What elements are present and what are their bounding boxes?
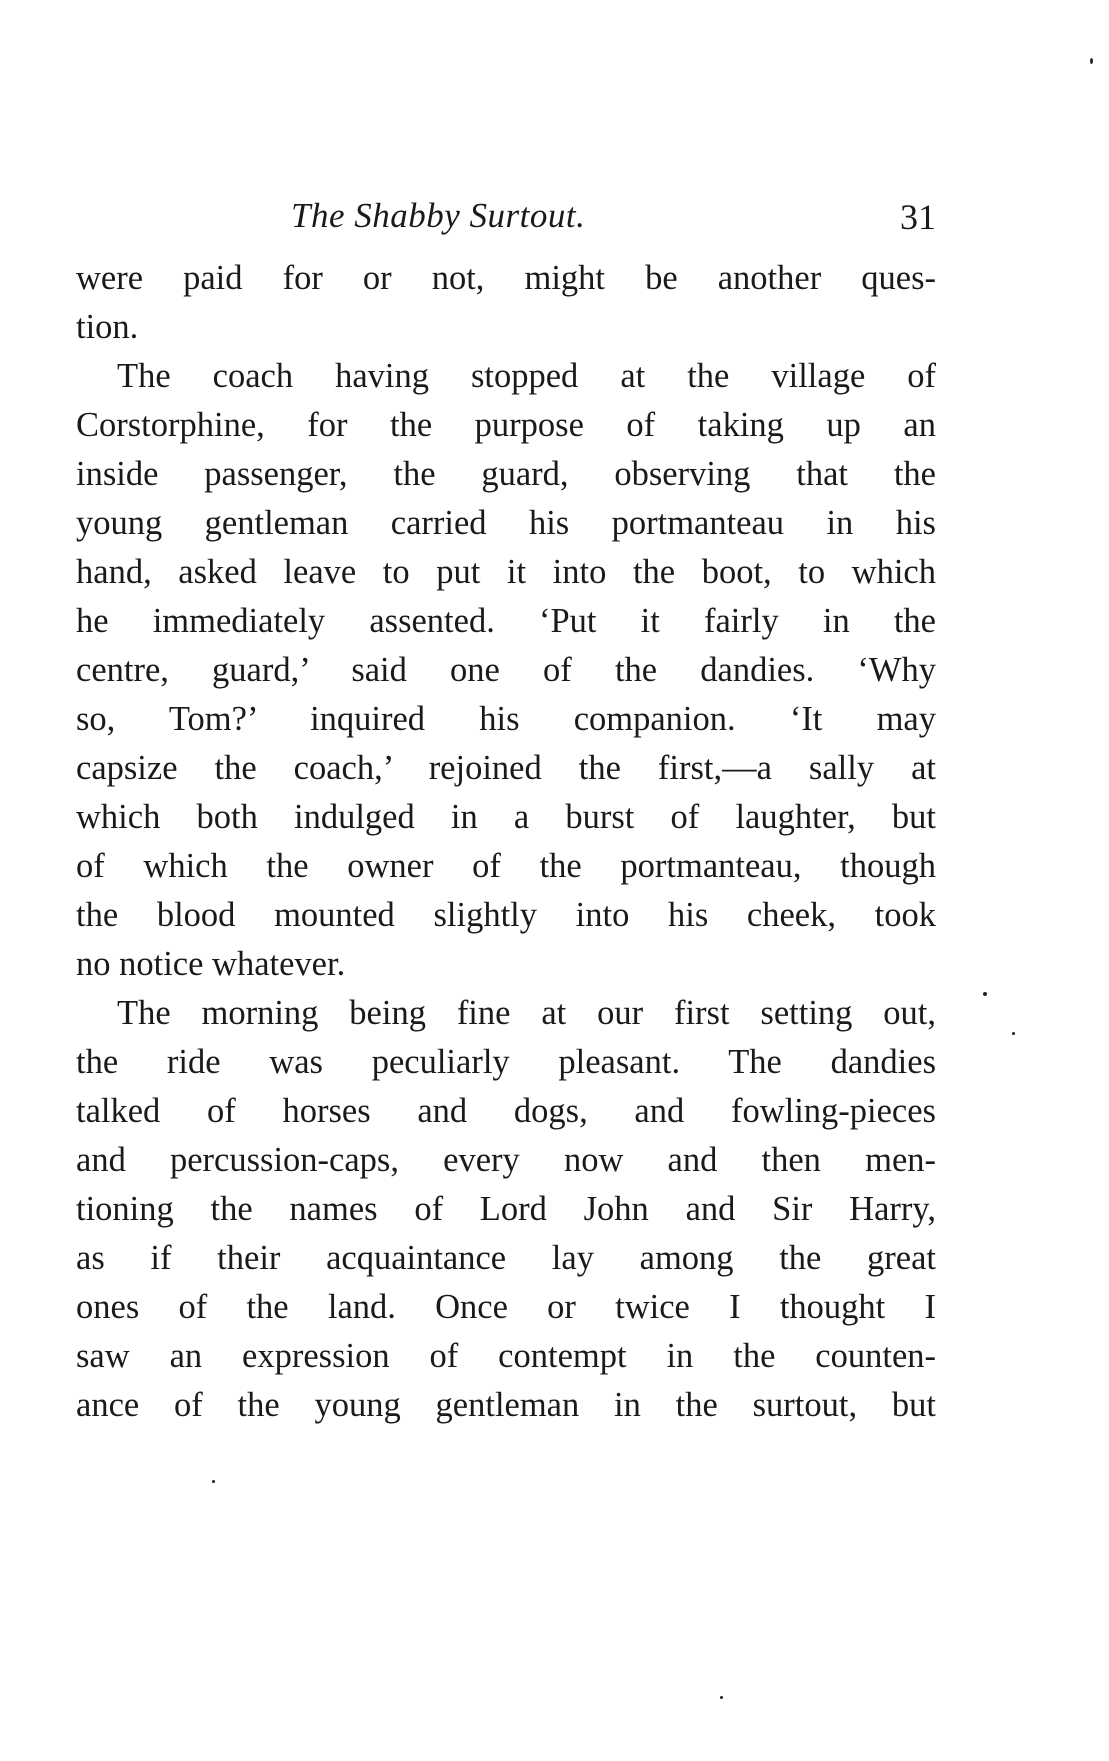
body-text <box>76 254 936 1430</box>
text-line: The morning being fine at our first setting out, <box>117 994 936 1032</box>
text-line: capsize the coach,’ rejoined the first,—a sally at <box>76 749 936 787</box>
text-line: ones of the land. Once or twice I thought I <box>76 1288 936 1326</box>
scan-speck <box>983 992 987 996</box>
scan-speck <box>212 1480 215 1483</box>
text-line: as if their acquaintance lay among the great <box>76 1239 936 1277</box>
text-line: no notice whatever. <box>76 945 346 983</box>
text-line: which both indulged in a burst of laughter, but <box>76 798 936 836</box>
text-line: he immediately assented. ‘Put it fairly in the <box>76 602 936 640</box>
scan-speck <box>1090 58 1093 64</box>
text-line: centre, guard,’ said one of the dandies. ‘Why <box>76 651 936 689</box>
page-header <box>76 196 936 246</box>
page-number: 31 <box>900 197 936 237</box>
text-line: talked of horses and dogs, and fowling-pieces <box>76 1092 936 1130</box>
text-line: ance of the young gentleman in the surtout, but <box>76 1386 936 1424</box>
running-title: The Shabby Surtout. <box>291 196 586 235</box>
text-line: Corstorphine, for the purpose of taking up an <box>76 406 936 444</box>
text-line: the ride was peculiarly pleasant. The dandies <box>76 1043 936 1081</box>
text-line: and percussion-caps, every now and then men- <box>76 1141 936 1179</box>
text-line: so, Tom?’ inquired his companion. ‘It may <box>76 700 936 738</box>
text-line: The coach having stopped at the village of <box>117 357 936 395</box>
text-line: saw an expression of contempt in the counten- <box>76 1337 936 1375</box>
text-line: tion. <box>76 308 139 346</box>
text-line: were paid for or not, might be another ques- <box>76 259 936 297</box>
text-line: inside passenger, the guard, observing that the <box>76 455 936 493</box>
text-line: young gentleman carried his portmanteau in his <box>76 504 936 542</box>
scan-speck <box>720 1696 723 1699</box>
scan-speck <box>1012 1032 1015 1035</box>
text-line: the blood mounted slightly into his cheek, took <box>76 896 936 934</box>
text-line: tioning the names of Lord John and Sir Harry, <box>76 1190 936 1228</box>
text-line: of which the owner of the portmanteau, though <box>76 847 936 885</box>
text-line: hand, asked leave to put it into the boot, to which <box>76 553 936 591</box>
